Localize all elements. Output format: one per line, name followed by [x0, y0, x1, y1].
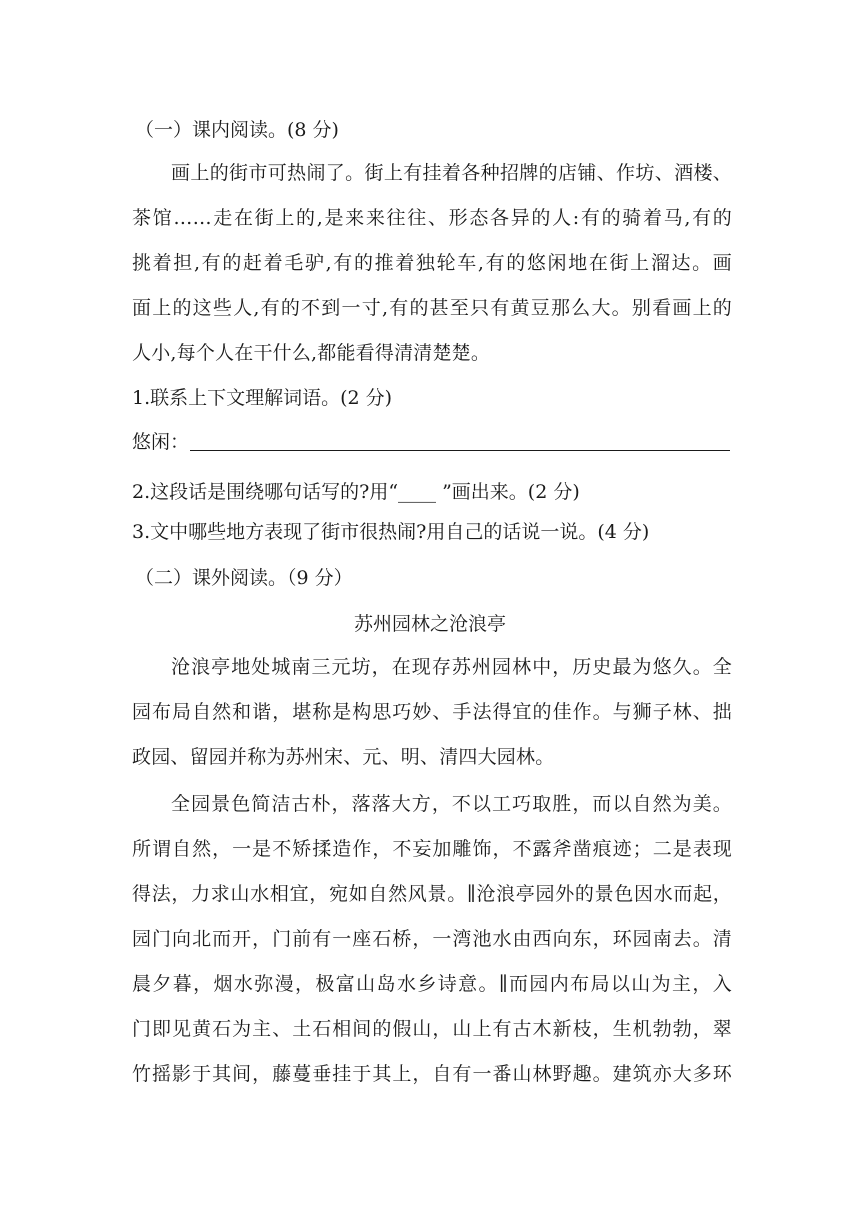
para2-line-2: 所谓自然，一是不矫揉造作，不妄加雕饰，不露斧凿痕迹；二是表现 — [132, 838, 732, 860]
question-3: 3.文中哪些地方表现了街市很热闹?用自己的话说一说。(4 分) — [132, 521, 650, 543]
para1-line-2: 园布局自然和谐，堪称是构思巧妙、手法得宜的佳作。与狮子林、拙 — [132, 701, 732, 723]
passage1-line-3: 挑着担,有的赶着毛驴,有的推着独轮车,有的悠闲地在街上溜达。画 — [132, 252, 732, 274]
article-title: 苏州园林之沧浪亭 — [353, 613, 506, 635]
section1-heading: （一）课内阅读。(8 分) — [135, 119, 339, 141]
para2-line-6: 门即见黄石为主、土石相间的假山，山上有古木新枝，生机勃勃，翠 — [132, 1018, 732, 1040]
passage1-line-4: 面上的这些人,有的不到一寸,有的甚至只有黄豆那么大。别看画上的 — [132, 297, 732, 319]
question-1: 1.联系上下文理解词语。(2 分) — [132, 387, 393, 409]
para2-line-7: 竹摇影于其间，藤蔓垂挂于其上，自有一番山林野趣。建筑亦大多环 — [132, 1063, 732, 1085]
para1-line-1: 沧浪亭地处城南三元坊，在现存苏州园林中，历史最为悠久。全 — [171, 656, 732, 678]
section2-heading: （二）课外阅读。（9 分） — [135, 567, 353, 589]
passage1-line-1: 画上的街市可热闹了。街上有挂着各种招牌的店铺、作坊、酒楼、 — [171, 162, 732, 184]
para2-line-5: 晨夕暮，烟水弥漫，极富山岛水乡诗意。∥而园内布局以山为主，入 — [132, 973, 732, 995]
para2-line-3: 得法，力求山水相宜，宛如自然风景。∥沧浪亭园外的景色因水而起， — [132, 883, 732, 905]
question-2: 2.这段话是围绕哪句话写的?用“____ ”画出来。(2 分) — [132, 481, 580, 503]
question-1-label: 悠闲： — [132, 431, 190, 453]
para2-line-1: 全园景色简洁古朴，落落大方，不以工巧取胜，而以自然为美。 — [171, 793, 732, 815]
para2-line-4: 园门向北而开，门前有一座石桥，一湾池水由西向东，环园南去。清 — [132, 928, 732, 950]
answer-line-field[interactable] — [190, 450, 730, 451]
passage1-line-2: 茶馆……走在街上的,是来来往往、形态各异的人:有的骑着马,有的 — [132, 207, 732, 229]
para1-line-3: 政园、留园并称为苏州宋、元、明、清四大园林。 — [132, 746, 555, 768]
passage1-line-5: 人小,每个人在干什么,都能看得清清楚楚。 — [132, 342, 491, 364]
